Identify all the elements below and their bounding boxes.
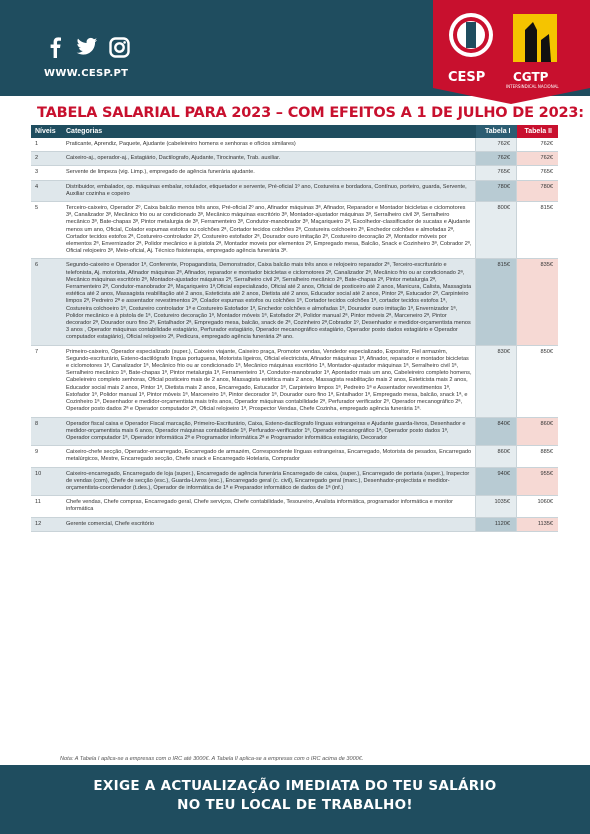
row-level: 9: [31, 446, 62, 467]
row-value-table-2: 765€: [517, 166, 559, 180]
salary-table: [31, 125, 558, 532]
row-value-table-1: 1035€: [476, 496, 517, 517]
row-value-table-2: 850€: [517, 345, 559, 417]
row-category: Gerente comercial, Chefe escritório: [62, 517, 476, 531]
table-row: [31, 467, 558, 496]
table-header-row: [31, 125, 558, 138]
cgtp-logo-icon: [513, 14, 557, 62]
footer-slogan-line-1: EXIGE A ACTUALIZAÇÃO IMEDIATA DO TEU SALÁRIO: [93, 778, 497, 794]
facebook-icon[interactable]: [44, 36, 66, 58]
row-category: Operador fiscal caixa e Operador Fiscal marcação, Primeiro-Escriturário, Caixa, Esteno-dactilografo línguas estrangeiras e Ajudante guarda-livros, Desenhador e medidor-orçamentista mais 6 anos, Operador máquinas contabilidade 1ª, Perfurador-verificador 1ª, Operador mecanográfico 1ª, Operador posto dados 1ª, Operador computador 1ª, Operador informática 2ª e Programador informática 2ª e Programador informática estagiário, Decorador: [62, 417, 476, 446]
table-row: [31, 446, 558, 467]
row-value-table-2: 1135€: [517, 517, 559, 531]
row-value-table-1: 762€: [476, 152, 517, 166]
row-level: 8: [31, 417, 62, 446]
row-value-table-1: 940€: [476, 467, 517, 496]
row-category: Caixeiro-encarregado, Encarregado de loja (super.), Encarregado de agência funerária Encarregado de caixa, (super.), Encarregado de portaria (super.), Inspector de vendas (com), Chefe de secção (esc.), Guarda-Livros (esc.), Encarregado geral (c. civil), Encarregado geral (marc.), Desenhador-projectista e medidor-orçamentista-coordenador (t.des.), Operador de informática de 1ª e Preparador informático de dados de 1ª (inf.): [62, 467, 476, 496]
logo-cesp-text: CESP: [448, 70, 486, 85]
table-row: [31, 152, 558, 166]
footer-banner: [0, 765, 590, 834]
row-value-table-1: 830€: [476, 345, 517, 417]
row-value-table-1: 765€: [476, 166, 517, 180]
row-value-table-2: 860€: [517, 417, 559, 446]
row-value-table-2: 885€: [517, 446, 559, 467]
row-category: Caixeiro-aj., operador-aj., Estagiário, Dactilografo, Ajudante, Tirocinante, Trab. auxiliar.: [62, 152, 476, 166]
row-value-table-2: 762€: [517, 138, 559, 152]
row-category: Distribuidor, embalador, op. máquinas embalar, rotulador, etiquetador e servente, Pré-oficial 1º ano, Costureira e bordadora, Contínuo, porteiro, guarda, Servente, Auxiliar cozinha e copeiro: [62, 180, 476, 201]
row-value-table-1: 762€: [476, 138, 517, 152]
header-level: Níveis: [31, 125, 62, 138]
footer-slogan-line-2: NO TEU LOCAL DE TRABALHO!: [177, 797, 413, 813]
website-url[interactable]: WWW.CESP.PT: [44, 68, 129, 79]
table-row: [31, 496, 558, 517]
row-value-table-1: 780€: [476, 180, 517, 201]
row-category: Praticante, Aprendiz, Paquete, Ajudante (cabeleireiro homens e senhoras e ofícios similares): [62, 138, 476, 152]
logo-cgtp-subtitle: INTERSINDICAL NACIONAL: [506, 84, 559, 89]
row-value-table-2: 955€: [517, 467, 559, 496]
row-level: 7: [31, 345, 62, 417]
row-level: 12: [31, 517, 62, 531]
header-table-2: Tabela II: [517, 125, 559, 138]
table-row: [31, 417, 558, 446]
row-value-table-2: 780€: [517, 180, 559, 201]
social-links: [44, 36, 130, 58]
table-row: [31, 517, 558, 531]
row-level: 6: [31, 259, 62, 345]
twitter-icon[interactable]: [76, 36, 98, 58]
instagram-icon[interactable]: [108, 36, 130, 58]
row-category: Terceiro-caixeiro, Operador 2º, Caixa balcão menos três anos, Pré-oficial 2º ano, Afinador máquinas 3ª, Afinador, Reparador e Montador bicicletas e ciclomotores 3ª, Canalizador 3ª, Mecânico frio ou ar condicionado 3ª, Mecânico máquinas escritório 3ª, Montador-ajustador máquinas 3ª, Serralheiro civil 3ª, Serralheiro mecânico 3ª, Bate-chapas 3ª, Pintor metalurgia de 3ª, Ferramenteiro 3ª, Condutor-manobrador 3ª, Maçariqueiro 2ª, Escolhedor-classificador de sucatas e Ajudante menos um ano, Oficial, Colador espumas estofos ou colchões 2ª, Cortador tecidos colchões 2ª, Costureira colchoeiro 2ª, Enchedor colchões e almofadas 2ª, Cortador tecidos estofos 2ª, Costureiro-controlador 2ª, Costureiro estofador 2ª, Dourador ouro imitação 2ª, Costureiro decoração 2ª, Montador móveis por elementos 2ª, Envernizador 2ª, Polidor mecânico e à pistola 2ª, Montador moveis por elementos 2ª, Empregado mesa, Balcão, Snack e Cozinheiro 3ª, Cobrador 2º, Oficial relojoeiro 3ª, Meio-oficial, Aj. Técnico fisioterapia, empregado agência funerária 3ª.: [62, 202, 476, 259]
row-value-table-1: 860€: [476, 446, 517, 467]
table-row: [31, 345, 558, 417]
header-category: Categorias: [62, 125, 476, 138]
row-value-table-2: 835€: [517, 259, 559, 345]
logo-cgtp-text: CGTP: [513, 70, 549, 84]
table-footnote: Nota: A Tabela I aplica-se a empresas com o IRC até 3000€. A Tabela II aplica-se a empresas com o IRC acima de 3000€.: [60, 756, 364, 762]
row-level: 1: [31, 138, 62, 152]
table-row: [31, 138, 558, 152]
row-value-table-1: 815€: [476, 259, 517, 345]
table-row: [31, 166, 558, 180]
row-level: 3: [31, 166, 62, 180]
row-category: Segundo-caixeiro e Operador 1ª, Conferente, Propagandista, Demonstrador, Caixa balcão mais três anos e relojoeiro reparador 2ª, Terceiro-escriturário e telefonista, Aj. motorista, Afinador máquinas 2ª, Afinador, reparador e montador bicicletas e ciclomotores 2ª, Canalizador 2ª, Mecânico frio ou ar condicionado 2ª, Mecânico máquinas escritório 2ª, Montador-ajustador máquinas 2ª, Serralheiro civil 2ª, Serralheiro mecânico 2ª, Bate-chapas 2ª, Pintor metalurgia 2ª, Ferramenteiro 2ª, Condutor-manobrador 2ª, Maçariqueiro 1ª,Oficial especializado, Oficial até 2 anos, Oficial de posticeiro até 2 anos, Manicura, Calista, Massagista estética até 2 anos, Massagista reabilitação até 2 anos, Esteticista até 2 anos, Dietista até 2 anos, Educador social até 2 anos, Pintor 2ª, Estucador 2ª, Carpinteiro limpos 2ª, Pedreiro 2ª e assentador revestimentos 2ª, Colador espumas estofos ou colchões 1ª, Cortador tecidos colchões 1ª, cortador tecidos estofos 1ª, Costureira colchoeiro 1ª, Costureiro controlador 1ª e Costureiro Estofador 1ª, Enchedor colchões e almofadas 1ª, Dourador ouro imitação 1ª, Envernizador 1ª, Polidor mecânico e à pistola de 1ª, Costureiro decoração 1ª, Montador móveis 1ª, Estofador 2ª, Polidor manual 2ª, Pintor móveis 2ª, Marceneiro 2ª, Pintor decorador 2ª, Dourador ouro fino 2ª, Entalhador 2ª, Empregado mesa, balcão, snack de 2ª, Cozinheiro 2ª,Cobrador 1º, Desenhador e medidor-orçamentista menos 3 anos , Operador máquinas contabilidade estagiário, Perfurador estagiário, Operador mecanográfico estagiário, Operador posto dados estagiário e Operador computador estagiário), Oficial relojoeiro 2ª, Pedicura, empregado agência funerária 2ª ano.: [62, 259, 476, 345]
row-category: Servente de limpeza (vig. Limp.), empregado de agência funerária ajudante.: [62, 166, 476, 180]
table-row: [31, 202, 558, 259]
row-level: 5: [31, 202, 62, 259]
row-value-table-1: 1120€: [476, 517, 517, 531]
row-level: 11: [31, 496, 62, 517]
row-value-table-2: 762€: [517, 152, 559, 166]
header-table-1: Tabela I: [476, 125, 517, 138]
row-category: Caixeiro-chefe secção, Operador-encarregado, Encarregado de armazém, Correspondente línguas estrangeiras, Encarregado, Motorista de pesados, Encarregado metalúrgicos, Mestre, Encarregado secção, Chefe snack e Encarregado Hotelaria, Comprador: [62, 446, 476, 467]
row-level: 4: [31, 180, 62, 201]
table-row: [31, 259, 558, 345]
row-category: Chefe vendas, Chefe compras, Encarregado geral, Chefe serviços, Chefe contabilidade, Tesoureiro, Analista informática, programador informática e monitor informática: [62, 496, 476, 517]
row-value-table-1: 840€: [476, 417, 517, 446]
header-banner: [0, 0, 590, 96]
row-level: 2: [31, 152, 62, 166]
row-category: Primeiro-caixeiro, Operador especializado (super.), Caixeiro viajante, Caixeiro praça, Promotor vendas, Vendedor especializado, Expositor, Fiel armazém, Segundo-escriturário, Esteno-dactilógrafo língua portuguesa, Motorista ligeiros, Oficial electricista, Afinador máquinas 1ª, Afinador, reparador e montador bicicletas e ciclomotores 1ª, Canalizador 1ª, Mecânico frio ou ar condicionado 1ª, Mecânico máquinas escritório 1ª, Montador-ajustador máquinas 1ª, Serralheiro civil 1ª, Serralheiro mecânico 1ª, Bate-chapas 1ª, Pintor metalurgia 1ª, Ferramenteiro 1ª, Condutor-manobrador 1ª, Apontador mais um ano, Cabeleireiro completo homens, Cabeleireiro completo senhoras, Oficial posticeiro mais de 2 anos, Massagista estética mais 2 anos, Massagista reabilitação mais 2 anos, Esteticista mais 2 anos, Educador social mais 2 anos, Pintor 1ª, Dietista mais 2 anos, Encarregado, Estucador 1ª, Carpinteiro limpos 1ª, Pedreiro 1ª e Assentador revestimentos 1ª, Estofador 1ª, Polidor manual 1ª, Pintor móveis 1ª, Marceneiro 1ª, Pintor decorador 1ª, Dourador ouro fino 1ª, Entalhador 1ª, Empregado mesa, balcão, snack 1ª, e Cozinheiro 1ª, Desenhador e medidor-orçamentista mais três anos, Operador máquinas contabilidade 2ª, Perfurador verificador 2ª, Operador mecanográfico 2ª, Operador posto dados 2ª e Operador computador 2ª, Oficial relojoeiro 1ª, Prospector Vendas, Chefe Cozinha, empregado agência funerária 1ª.: [62, 345, 476, 417]
row-value-table-2: 815€: [517, 202, 559, 259]
row-value-table-1: 800€: [476, 202, 517, 259]
page-title: TABELA SALARIAL PARA 2023 – COM EFEITOS A 1 DE JULHO DE 2023:: [37, 105, 584, 121]
cesp-logo-icon: [449, 13, 493, 57]
row-value-table-2: 1060€: [517, 496, 559, 517]
table-row: [31, 180, 558, 201]
row-level: 10: [31, 467, 62, 496]
